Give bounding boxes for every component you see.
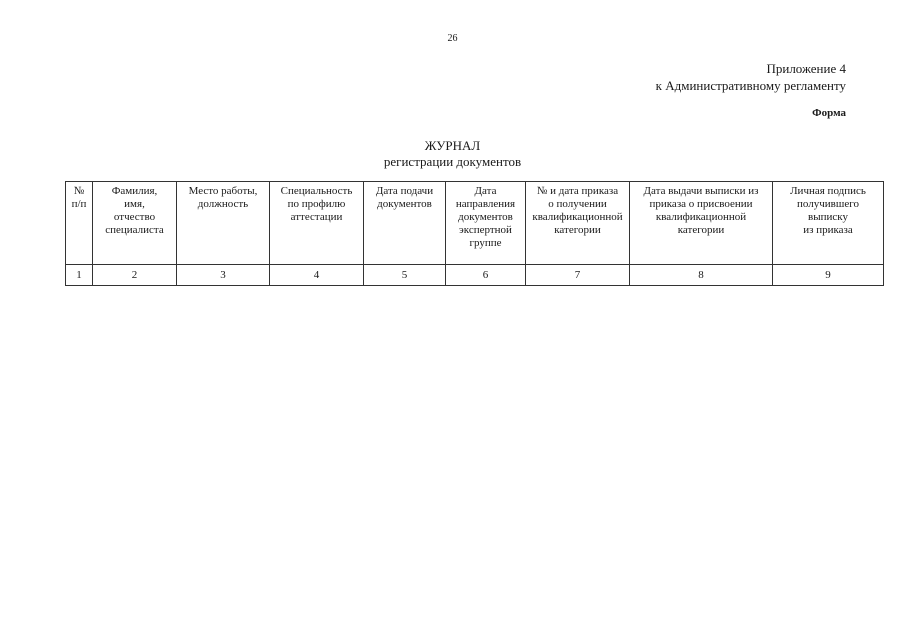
header-cell-extract-issue-date: Дата выдачи выписки из приказа о присвоении квалификационной категории [630,182,773,265]
document-subtitle: регистрации документов [383,154,522,169]
column-number-cell: 7 [526,265,630,286]
column-number-cell: 4 [270,265,364,286]
header-cell-referral-date: Дата направления документов экспертной группе [446,182,526,265]
header-cell-full-name: Фамилия, имя, отчество специалиста [93,182,177,265]
header-cell-specialty: Специальность по профилю аттестации [270,182,364,265]
header-cell-number: № п/п [66,182,93,265]
appendix-reference [656,60,846,94]
table-header-row [66,182,884,265]
column-number-cell: 8 [630,265,773,286]
column-number-cell: 5 [364,265,446,286]
column-number-cell: 2 [93,265,177,286]
header-cell-workplace: Место работы, должность [177,182,270,265]
column-number-cell: 3 [177,265,270,286]
appendix-line-1: Приложение 4 [766,61,846,76]
document-title: ЖУРНАЛ [424,138,481,153]
appendix-line-2: к Административному регламенту [655,78,846,93]
header-cell-order-number-date: № и дата приказа о получении квалификационной категории [526,182,630,265]
header-cell-recipient-signature: Личная подпись получившего выписку из приказа [773,182,884,265]
header-cell-submission-date: Дата подачи документов [364,182,446,265]
column-number-cell: 6 [446,265,526,286]
column-number-cell: 1 [66,265,93,286]
journal-table [65,181,884,286]
form-label: Форма [812,107,846,119]
page-number: 26 [447,33,458,44]
column-number-cell: 9 [773,265,884,286]
document-title-block [0,138,905,170]
table-column-number-row [66,265,884,286]
